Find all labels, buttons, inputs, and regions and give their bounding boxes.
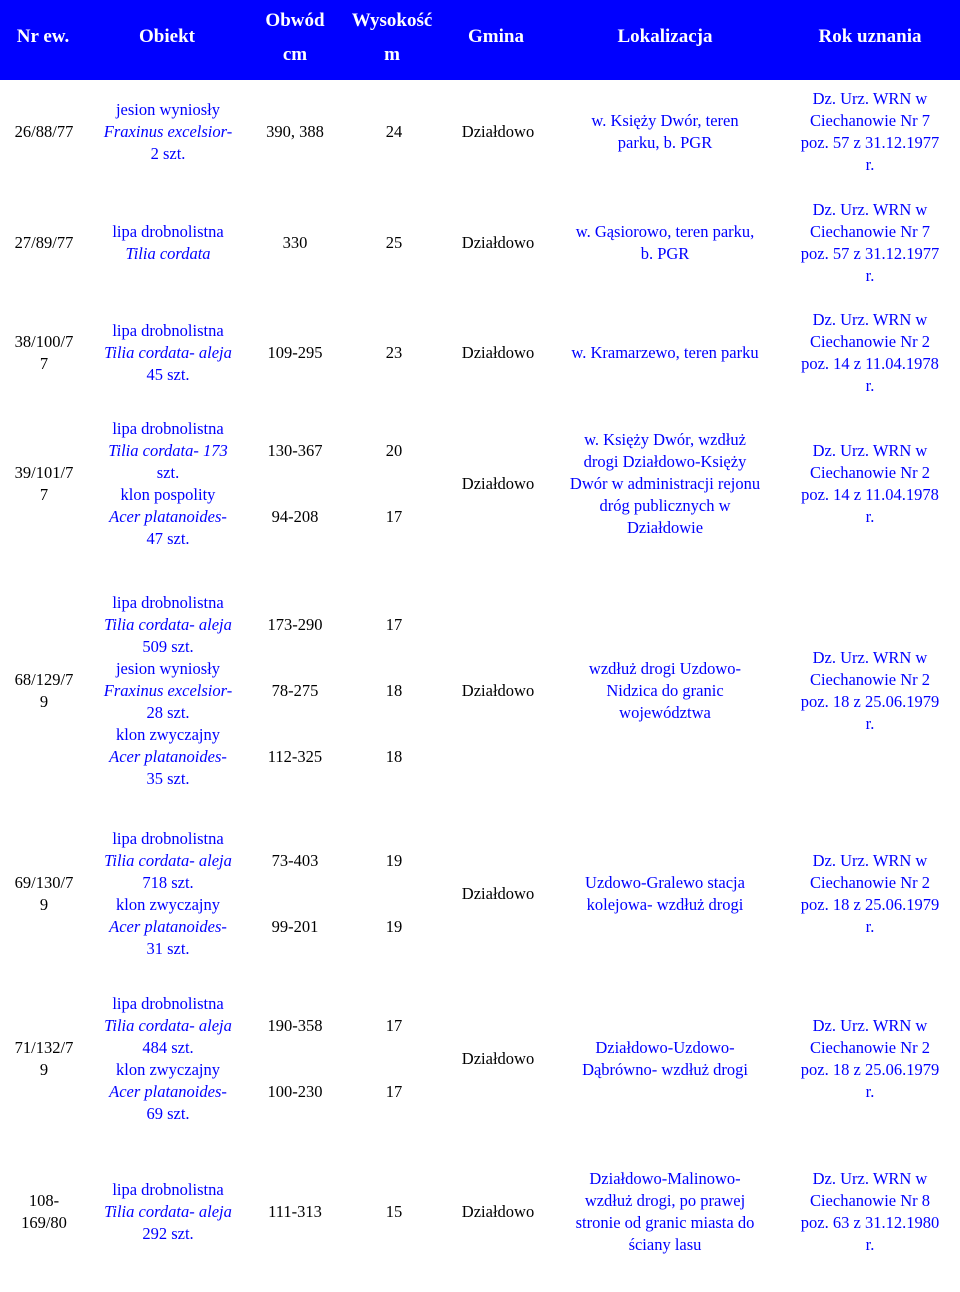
lokalizacja-cell-line: w. Księży Dwór, wzdłuż <box>584 430 746 449</box>
species-common-name: 69 szt. <box>146 1104 190 1123</box>
obwod-value: 130-367 <box>267 441 323 460</box>
rok-uznania-cell-line: Ciechanowie Nr 2 <box>809 670 931 689</box>
lokalizacja-cell <box>552 110 778 154</box>
species-common-name: jesion wyniosły <box>115 100 221 119</box>
header-rok-uznania: Rok uznania <box>818 26 922 47</box>
header-gmina: Gmina <box>468 26 524 47</box>
obwod-value: 330 <box>282 233 308 252</box>
obwod-value: 112-325 <box>267 747 323 766</box>
species-common-name: 484 szt. <box>142 1038 194 1057</box>
rok-uznania-cell-line: poz. 63 z 31.12.1980 <box>800 1213 940 1232</box>
rok-uznania-cell-line: Dz. Urz. WRN w <box>812 648 928 667</box>
obwod-value: 390, 388 <box>266 122 324 141</box>
species-latin-name: Acer platanoides- <box>109 507 227 526</box>
obiekt-cell <box>88 221 248 265</box>
obiekt-cell <box>88 592 248 790</box>
species-common-name: lipa drobnolistna <box>112 829 224 848</box>
nr-ew-cell <box>0 872 88 916</box>
nr-ew-cell-line: 68/129/7 <box>14 670 74 689</box>
species-common-name: 45 szt. <box>146 365 190 384</box>
rok-uznania-cell-line: Dz. Urz. WRN w <box>812 310 928 329</box>
species-common-name: lipa drobnolistna <box>112 593 224 612</box>
header-obiekt: Obiekt <box>139 26 195 47</box>
nr-ew-cell-line: 38/100/7 <box>14 332 74 351</box>
obiekt-cell <box>88 828 248 960</box>
species-common-name: klon zwyczajny <box>115 725 220 744</box>
lokalizacja-cell-line: drogi Działdowo-Księży <box>583 452 747 471</box>
header-obwod <box>250 4 340 72</box>
species-latin-name: Fraxinus excelsior- <box>103 122 233 141</box>
rok-uznania-cell <box>782 1015 958 1103</box>
wysokosc-value: 20 <box>385 441 403 460</box>
species-common-name: 509 szt. <box>142 637 194 656</box>
wysokosc-value: 17 <box>385 1082 403 1101</box>
obiekt-cell <box>88 993 248 1125</box>
rok-uznania-cell-line: Dz. Urz. WRN w <box>812 89 928 108</box>
species-latin-name: Tilia cordata- aleja <box>104 343 232 362</box>
lokalizacja-cell-line: Dąbrówno- wzdłuż drogi <box>582 1060 748 1079</box>
rok-uznania-cell-line: poz. 14 z 11.04.1978 <box>801 485 939 504</box>
gmina-cell: Działdowo <box>461 122 535 141</box>
species-common-name: 35 szt. <box>146 769 190 788</box>
species-common-name: lipa drobnolistna <box>112 321 224 340</box>
rok-uznania-cell-line: poz. 18 z 25.06.1979 <box>800 1060 940 1079</box>
wysokosc-value: 19 <box>385 917 403 936</box>
rok-uznania-cell-line: r. <box>865 1235 875 1254</box>
rok-uznania-cell-line: r. <box>865 917 875 936</box>
species-latin-name: Acer platanoides- <box>109 1082 227 1101</box>
lokalizacja-cell-line: Działdowo-Malinowo- <box>589 1169 741 1188</box>
species-common-name: 292 szt. <box>142 1224 194 1243</box>
nr-ew-cell <box>0 1190 88 1234</box>
rok-uznania-cell-line: poz. 18 z 25.06.1979 <box>800 895 940 914</box>
rok-uznania-cell-line: Ciechanowie Nr 7 <box>809 111 931 130</box>
species-common-name: klon pospolity <box>120 485 216 504</box>
lokalizacja-cell-line: parku, b. PGR <box>617 133 713 152</box>
obwod-value: 100-230 <box>267 1082 323 1101</box>
species-latin-name: Tilia cordata- aleja <box>104 851 232 870</box>
lokalizacja-cell-line: Dwór w administracji rejonu <box>569 474 761 493</box>
rok-uznania-cell-line: Ciechanowie Nr 2 <box>809 1038 931 1057</box>
nr-ew-cell-line: 169/80 <box>21 1213 67 1232</box>
wysokosc-value: 18 <box>385 681 403 700</box>
species-common-name: lipa drobnolistna <box>112 1180 224 1199</box>
lokalizacja-cell-line: w. Kramarzewo, teren parku <box>571 343 759 362</box>
obiekt-cell <box>88 320 248 386</box>
nr-ew-cell <box>0 331 88 375</box>
rok-uznania-cell-line: poz. 14 z 11.04.1978 <box>801 354 939 373</box>
lokalizacja-cell-line: w. Gąsiorowo, teren parku, <box>575 222 755 241</box>
rok-uznania-cell-line: r. <box>865 376 875 395</box>
rok-uznania-cell-line: r. <box>865 266 875 285</box>
nr-ew-cell-line: 108- <box>28 1191 60 1210</box>
nr-ew-cell-line: 9 <box>39 895 49 914</box>
wysokosc-value: 17 <box>385 615 403 634</box>
rok-uznania-cell-line: Ciechanowie Nr 2 <box>809 332 931 351</box>
obwod-value: 109-295 <box>267 343 323 362</box>
rok-uznania-cell <box>782 440 958 528</box>
rok-uznania-cell <box>782 88 958 176</box>
obiekt-cell <box>88 1179 248 1245</box>
rok-uznania-cell-line: poz. 57 z 31.12.1977 <box>800 133 940 152</box>
lokalizacja-cell-line: wzdłuż drogi Uzdowo- <box>588 659 742 678</box>
wysokosc-value: 15 <box>385 1202 403 1221</box>
species-latin-name: Acer platanoides- <box>109 917 227 936</box>
gmina-cell: Działdowo <box>461 343 535 362</box>
nr-ew-cell <box>0 232 88 254</box>
lokalizacja-cell-line: Nidzica do granic <box>606 681 724 700</box>
lokalizacja-cell <box>552 429 778 539</box>
species-common-name: szt. <box>156 463 180 482</box>
header-obwod-line1: Obwód <box>265 10 325 31</box>
wysokosc-value: 17 <box>385 507 403 526</box>
nr-ew-cell-line: 26/88/77 <box>14 122 74 141</box>
rok-uznania-cell-line: Dz. Urz. WRN w <box>812 200 928 219</box>
table-header <box>0 0 960 80</box>
species-latin-name: Tilia cordata <box>125 244 211 263</box>
nr-ew-cell-line: 71/132/7 <box>14 1038 74 1057</box>
header-obwod-line2: cm <box>282 44 308 65</box>
nr-ew-cell-line: 39/101/7 <box>14 463 74 482</box>
wysokosc-value: 25 <box>385 233 403 252</box>
wysokosc-value: 23 <box>385 343 403 362</box>
lokalizacja-cell <box>552 658 778 724</box>
header-nr-ew: Nr ew. <box>16 26 70 47</box>
gmina-cell: Działdowo <box>461 1202 535 1221</box>
species-common-name: 2 szt. <box>150 144 186 163</box>
rok-uznania-cell-line: Dz. Urz. WRN w <box>812 1016 928 1035</box>
lokalizacja-cell <box>552 1037 778 1081</box>
species-latin-name: Acer platanoides- <box>109 747 227 766</box>
species-latin-name: Tilia cordata- aleja <box>104 1202 232 1221</box>
lokalizacja-cell-line: wzdłuż drogi, po prawej <box>584 1191 746 1210</box>
lokalizacja-cell <box>552 342 778 364</box>
header-lokalizacja: Lokalizacja <box>617 26 713 47</box>
species-common-name: 31 szt. <box>146 939 190 958</box>
species-common-name: 28 szt. <box>146 703 190 722</box>
header-wysokosc-line1: Wysokość <box>351 10 433 31</box>
gmina-cell: Działdowo <box>461 474 535 493</box>
lokalizacja-cell-line: Uzdowo-Gralewo stacja <box>585 873 745 892</box>
lokalizacja-cell <box>552 872 778 916</box>
lokalizacja-cell-line: ściany lasu <box>628 1235 702 1254</box>
rok-uznania-cell <box>782 647 958 735</box>
species-latin-name: Fraxinus excelsior- <box>103 681 233 700</box>
obwod-value: 190-358 <box>267 1016 323 1035</box>
rok-uznania-cell-line: r. <box>865 714 875 733</box>
species-latin-name: Tilia cordata- 173 <box>108 441 228 460</box>
rok-uznania-cell-line: Ciechanowie Nr 7 <box>809 222 931 241</box>
rok-uznania-cell-line: Dz. Urz. WRN w <box>812 441 928 460</box>
species-latin-name: Tilia cordata- aleja <box>104 615 232 634</box>
wysokosc-value: 19 <box>385 851 403 870</box>
lokalizacja-cell-line: kolejowa- wzdłuż drogi <box>586 895 744 914</box>
nr-ew-cell-line: 7 <box>39 485 49 504</box>
species-common-name: lipa drobnolistna <box>112 222 224 241</box>
species-common-name: klon zwyczajny <box>115 895 220 914</box>
gmina-cell: Działdowo <box>461 884 535 903</box>
species-common-name: jesion wyniosły <box>115 659 221 678</box>
rok-uznania-cell <box>782 309 958 397</box>
gmina-cell: Działdowo <box>461 681 535 700</box>
rok-uznania-cell-line: poz. 18 z 25.06.1979 <box>800 692 940 711</box>
obwod-value: 78-275 <box>271 681 319 700</box>
lokalizacja-cell <box>552 1168 778 1256</box>
wysokosc-value: 17 <box>385 1016 403 1035</box>
lokalizacja-cell-line: w. Księży Dwór, teren <box>591 111 739 130</box>
rok-uznania-cell-line: Ciechanowie Nr 8 <box>809 1191 931 1210</box>
lokalizacja-cell-line: dróg publicznych w <box>599 496 731 515</box>
nr-ew-cell <box>0 1037 88 1081</box>
obwod-value: 111-313 <box>268 1202 322 1221</box>
rok-uznania-cell-line: Dz. Urz. WRN w <box>812 1169 928 1188</box>
nr-ew-cell-line: 7 <box>39 354 49 373</box>
wysokosc-value: 24 <box>385 122 403 141</box>
species-latin-name: Tilia cordata- aleja <box>104 1016 232 1035</box>
rok-uznania-cell-line: Ciechanowie Nr 2 <box>809 463 931 482</box>
obiekt-cell <box>88 418 248 550</box>
lokalizacja-cell-line: Działdowie <box>626 518 704 537</box>
species-common-name: lipa drobnolistna <box>112 994 224 1013</box>
nr-ew-cell-line: 69/130/7 <box>14 873 74 892</box>
rok-uznania-cell <box>782 199 958 287</box>
lokalizacja-cell-line: województwa <box>619 703 711 722</box>
lokalizacja-cell-line: b. PGR <box>640 244 690 263</box>
nr-ew-cell-line: 27/89/77 <box>14 233 74 252</box>
rok-uznania-cell-line: poz. 57 z 31.12.1977 <box>800 244 940 263</box>
gmina-cell: Działdowo <box>461 1049 535 1068</box>
lokalizacja-cell-line: Działdowo-Uzdowo- <box>595 1038 735 1057</box>
nr-ew-cell-line: 9 <box>39 692 49 711</box>
header-wysokosc <box>340 4 444 72</box>
obiekt-cell <box>88 99 248 165</box>
nr-ew-cell-line: 9 <box>39 1060 49 1079</box>
rok-uznania-cell-line: r. <box>865 1082 875 1101</box>
gmina-cell: Działdowo <box>461 233 535 252</box>
species-common-name: klon zwyczajny <box>115 1060 220 1079</box>
obwod-value: 73-403 <box>271 851 319 870</box>
obwod-value: 94-208 <box>271 507 319 526</box>
nr-ew-cell <box>0 121 88 143</box>
rok-uznania-cell <box>782 1168 958 1256</box>
obwod-value: 99-201 <box>271 917 319 936</box>
rok-uznania-cell-line: Ciechanowie Nr 2 <box>809 873 931 892</box>
header-wysokosc-line2: m <box>384 44 400 65</box>
wysokosc-value: 18 <box>385 747 403 766</box>
species-common-name: lipa drobnolistna <box>112 419 224 438</box>
rok-uznania-cell-line: r. <box>865 155 875 174</box>
rok-uznania-cell-line: Dz. Urz. WRN w <box>812 851 928 870</box>
obwod-value: 173-290 <box>267 615 323 634</box>
lokalizacja-cell <box>552 221 778 265</box>
rok-uznania-cell-line: r. <box>865 507 875 526</box>
rok-uznania-cell <box>782 850 958 938</box>
nr-ew-cell <box>0 462 88 506</box>
nr-ew-cell <box>0 669 88 713</box>
lokalizacja-cell-line: stronie od granic miasta do <box>575 1213 755 1232</box>
species-common-name: 718 szt. <box>142 873 194 892</box>
species-common-name: 47 szt. <box>146 529 190 548</box>
